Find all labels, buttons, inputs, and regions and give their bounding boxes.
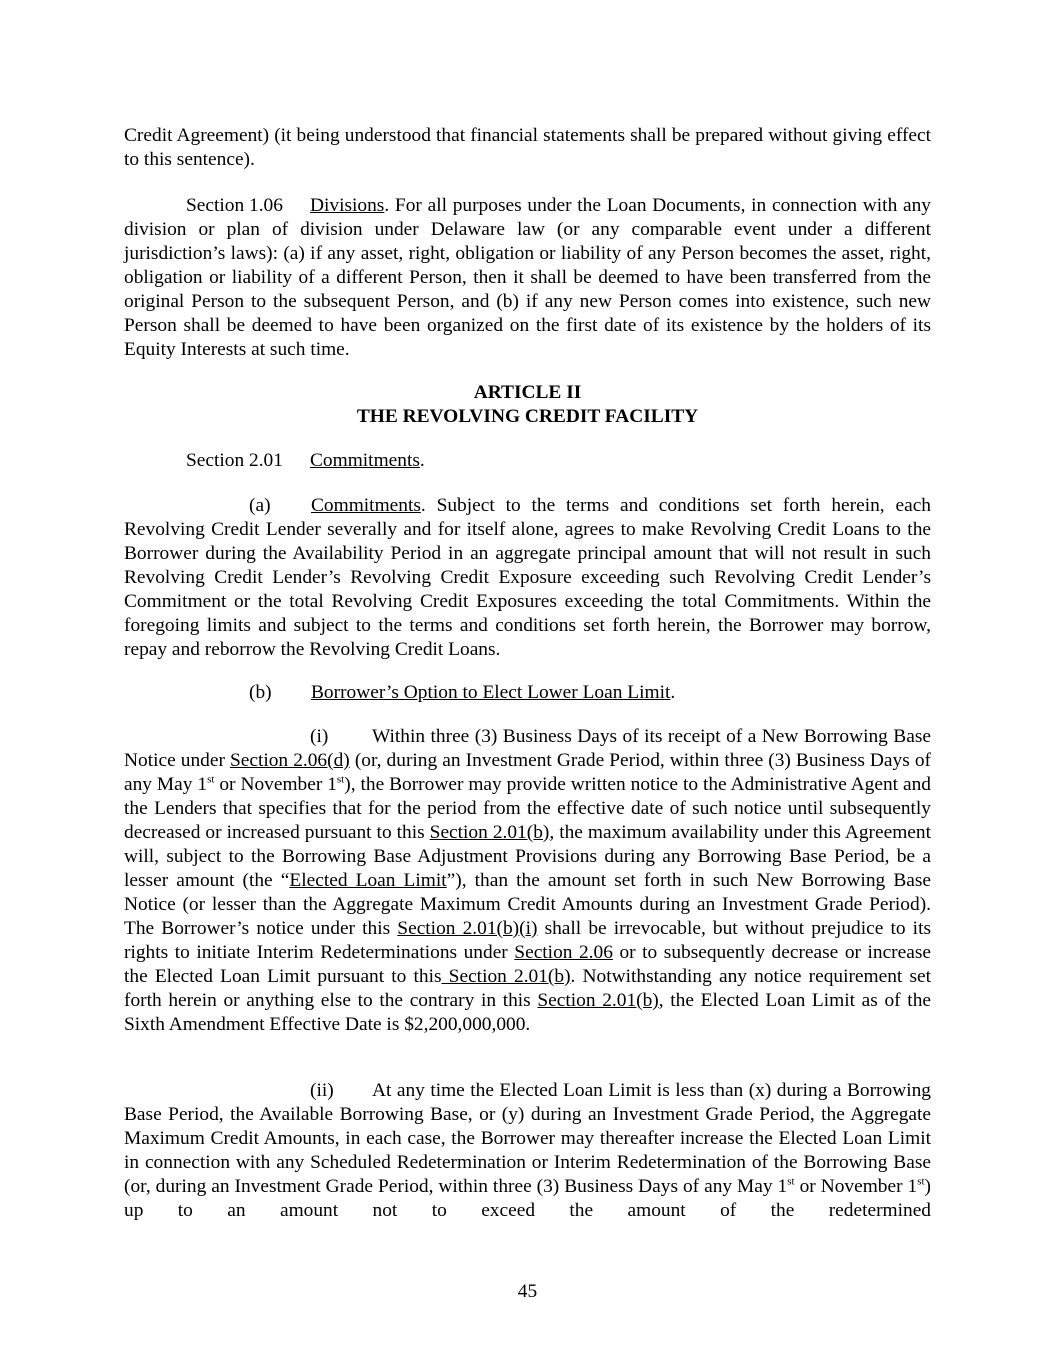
cross-reference-link: Section 2.01(b)(i) xyxy=(397,918,538,939)
clause-a-body: . Subject to the terms and conditions set forth herein, each Revolving Credit Lender severally and for itself alone, agrees to make Revolving Credit Loans to the Borrower during the Availability Period in an aggregate principal amount that will not result in such Revolving Credit Lender’s Revolving Credit Exposure exceeding such Revolving Credit Lender’s Commitment or the total Revolving Credit Exposures exceeding the total Commitments. Within the foregoing limits and subject to the terms and conditions set forth herein, the Borrower may borrow, repay and reborrow the Revolving Credit Loans. xyxy=(124,495,931,660)
clause-b-i-paragraph: (i) Within three (3) Business Days of its receipt of a New Borrowing Base Notice under Section 2.06(d) (or, during an Investment Grade Period, within three (3) Business Days of any May 1st or November 1st), the Borrower may provide written notice to the Administrative Agent and the Lenders that specifies that for the period from the effective date of such notice until subsequently decreased or increased pursuant to this Section 2.01(b), the maximum availability under this Agreement will, subject to the Borrowing Base Adjustment Provisions during any Borrowing Base Period, be a lesser amount (the “Elected Loan Limit”), than the amount set forth in such New Borrowing Base Notice (or lesser than the Aggregate Maximum Credit Amounts during an Investment Grade Period). The Borrower’s notice under this Section 2.01(b)(i) shall be irrevocable, but without prejudice to its rights to initiate Interim Redeterminations under Section 2.06 or to subsequently decrease or increase the Elected Loan Limit pursuant to this Section 2.01(b). Notwithstanding any notice requirement set forth herein or anything else to the contrary in this Section 2.01(b), the Elected Loan Limit as of the Sixth Amendment Effective Date is $2,200,000,000. xyxy=(124,726,932,1035)
clause-b-ii-paragraph: (ii) At any time the Elected Loan Limit is less than (x) during a Borrowing Base Period, the Available Borrowing Base, or (y) during an Investment Grade Period, the Aggregate Maximum Credit Amounts, in each case, the Borrower may thereafter increase the Elected Loan Limit in connection with any Scheduled Redetermination or Interim Redetermination of the Borrowing Base (or, during an Investment Grade Period, within three (3) Business Days of any May 1st or November 1st) up to an amount not to exceed the amount of the redetermined xyxy=(124,1080,932,1221)
clause-b-i-label: (i) xyxy=(310,726,329,747)
clause-b-label: (b) xyxy=(249,682,272,703)
clause-b-ii-label: (ii) xyxy=(310,1080,334,1101)
article-label: ARTICLE II xyxy=(473,382,582,403)
continuation-paragraph xyxy=(124,124,931,172)
cross-reference-link: Section 2.06 xyxy=(514,942,613,963)
article-heading xyxy=(0,381,1055,429)
section-1-06-title: Divisions xyxy=(310,195,385,216)
defined-term: Elected Loan Limit xyxy=(289,870,447,891)
clause-a-title: Commitments xyxy=(311,495,421,516)
section-2-01-title: Commitments xyxy=(310,450,420,471)
section-2-01-heading: Section 2.01 Commitments. xyxy=(186,450,425,471)
section-2-01-number: Section 2.01 xyxy=(186,450,283,471)
clause-a-label: (a) xyxy=(249,495,271,516)
clause-a-paragraph xyxy=(124,494,931,662)
clause-b-title: Borrower’s Option to Elect Lower Loan Limit xyxy=(311,682,671,703)
article-title: THE REVOLVING CREDIT FACILITY xyxy=(356,406,699,427)
section-1-06-paragraph xyxy=(124,194,931,362)
cross-reference-link: Section 2.01(b) xyxy=(537,990,659,1011)
section-1-06-number: Section 1.06 xyxy=(186,195,283,216)
clause-b-heading: (b) Borrower’s Option to Elect Lower Loan Limit. xyxy=(249,682,676,703)
page-number: 45 xyxy=(517,1281,538,1302)
cross-reference-link: Section 2.01(b) xyxy=(441,966,571,987)
cross-reference-link: Section 2.06(d) xyxy=(229,750,350,771)
cross-reference-link: Section 2.01(b) xyxy=(429,822,550,843)
continuation-text: Credit Agreement) (it being understood that financial statements shall be prepared without giving effect to this sentence). xyxy=(124,125,931,170)
section-1-06-body: . For all purposes under the Loan Documents, in connection with any division or plan of division under Delaware law (or any comparable event under a different jurisdiction’s laws): (a) if any asset, right, obligation or liability of any Person becomes the asset, right, obligation or liability of a different Person, then it shall be deemed to have been transferred from the original Person to the subsequent Person, and (b) if any new Person comes into existence, such new Person shall be deemed to have been organized on the first date of its existence by the holders of its Equity Interests at such time. xyxy=(124,195,931,360)
